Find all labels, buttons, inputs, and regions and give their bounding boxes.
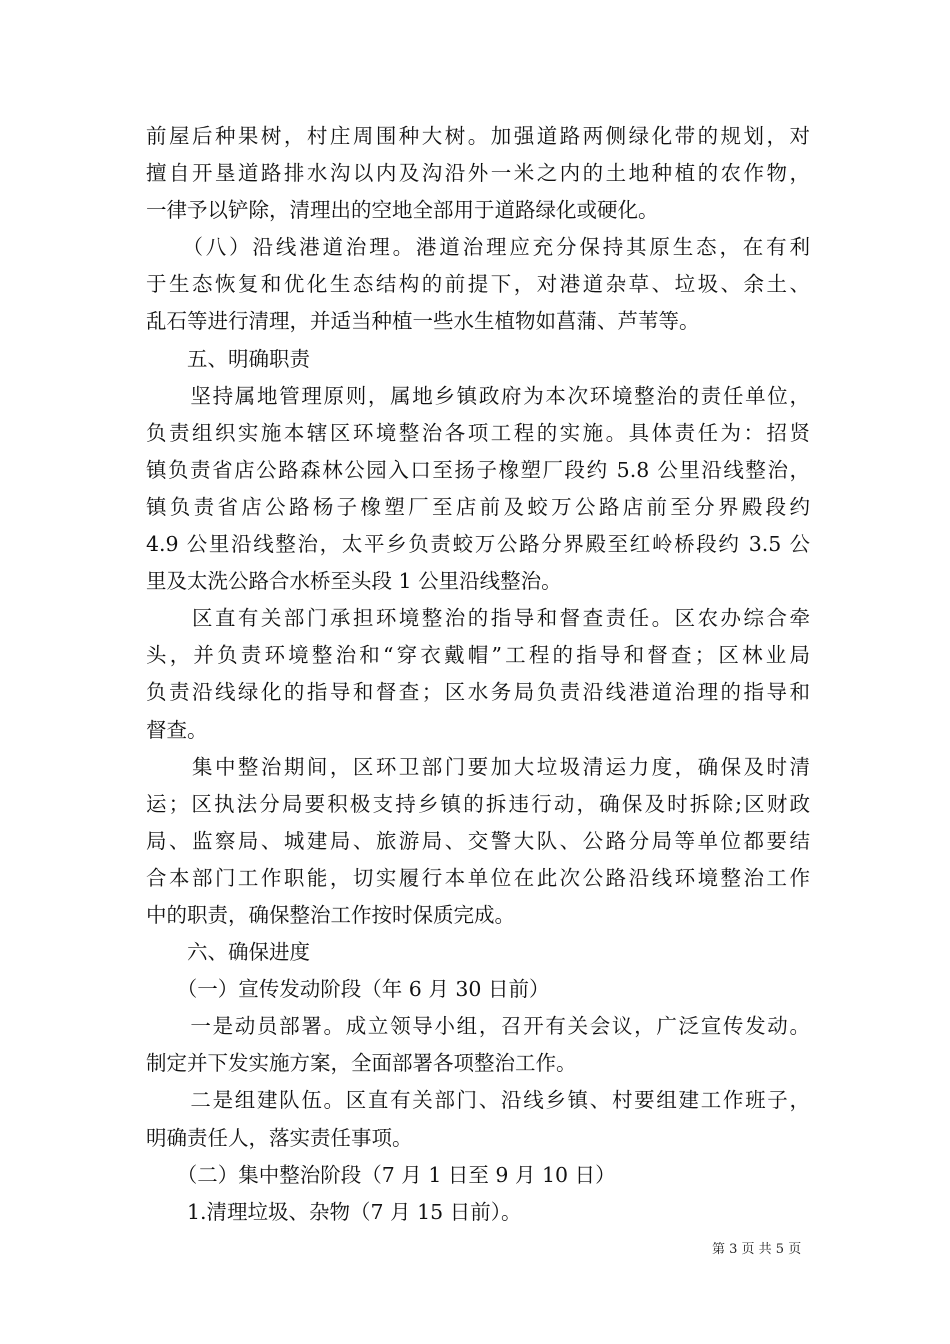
text-line: 集中整治期间，区环卫部门要加大垃圾清运力度，确保及时清 xyxy=(146,754,810,779)
text-line: 五、明确职责 xyxy=(146,346,310,371)
text-line: 明确责任人，落实责任事项。 xyxy=(146,1125,413,1150)
text-line: 一律予以铲除，清理出的空地全部用于道路绿化或硬化。 xyxy=(146,198,659,223)
text-line: 于生态恢复和优化生态结构的前提下，对港道杂草、垃圾、余土、 xyxy=(146,272,810,297)
text-line: 坚持属地管理原则，属地乡镇政府为本次环境整治的责任单位， xyxy=(146,383,810,408)
text-line: 负责组织实施本辖区环境整治各项工程的实施。具体责任为：招贤 xyxy=(146,420,810,445)
text-line: 前屋后种果树，村庄周围种大树。加强道路两侧绿化带的规划，对 xyxy=(146,124,810,148)
text-line: 制定并下发实施方案，全面部署各项整治工作。 xyxy=(146,1051,577,1076)
text-line: 一是动员部署。成立领导小组，召开有关会议，广泛宣传发动。 xyxy=(146,1014,810,1039)
text-line: 擅自开垦道路排水沟以内及沟沿外一米之内的土地种植的农作物， xyxy=(146,161,810,186)
text-line: 二是组建队伍。区直有关部门、沿线乡镇、村要组建工作班子， xyxy=(146,1088,810,1113)
text-line: 六、确保进度 xyxy=(146,940,310,965)
text-line: 负责沿线绿化的指导和督查；区水务局负责沿线港道治理的指导和 xyxy=(146,680,810,705)
text-line: 1.清理垃圾、杂物（7 月 15 日前）。 xyxy=(146,1199,522,1224)
text-line: （八）沿线港道治理。港道治理应充分保持其原生态，在有利 xyxy=(146,235,810,260)
text-line: 督查。 xyxy=(146,717,208,742)
text-line: 合本部门工作职能，切实履行本单位在此次公路沿线环境整治工作 xyxy=(146,865,810,890)
text-line: 头，并负责环境整治和“穿衣戴帽”工程的指导和督查；区林业局 xyxy=(146,643,810,668)
text-line: （一）宣传发动阶段（年 6 月 30 日前） xyxy=(146,977,550,1002)
text-line: 4.9 公里沿线整治，太平乡负责蛟万公路分界殿至红岭桥段约 3.5 公 xyxy=(146,532,810,557)
document-body xyxy=(146,118,810,1231)
text-line: 乱石等进行清理，并适当种植一些水生植物如菖蒲、芦苇等。 xyxy=(146,309,700,334)
page-number: 第 3 页 共 5 页 xyxy=(712,1242,802,1257)
text-line: 区直有关部门承担环境整治的指导和督查责任。区农办综合牵 xyxy=(146,606,810,631)
text-line: 局、监察局、城建局、旅游局、交警大队、公路分局等单位都要结 xyxy=(146,828,810,853)
text-line: 里及太洗公路合水桥至头段 1 公里沿线整治。 xyxy=(146,569,562,594)
text-line: 中的职责，确保整治工作按时保质完成。 xyxy=(146,902,515,927)
text-line: （二）集中整治阶段（7 月 1 日至 9 月 10 日） xyxy=(146,1162,616,1187)
text-line: 镇负责省店公路森林公园入口至扬子橡塑厂段约 5.8 公里沿线整治， xyxy=(146,457,810,482)
text-line: 运；区执法分局要积极支持乡镇的拆违行动，确保及时拆除;区财政 xyxy=(146,791,810,816)
text-line: 镇负责省店公路杨子橡塑厂至店前及蛟万公路店前至分界殿段约 xyxy=(146,494,810,519)
